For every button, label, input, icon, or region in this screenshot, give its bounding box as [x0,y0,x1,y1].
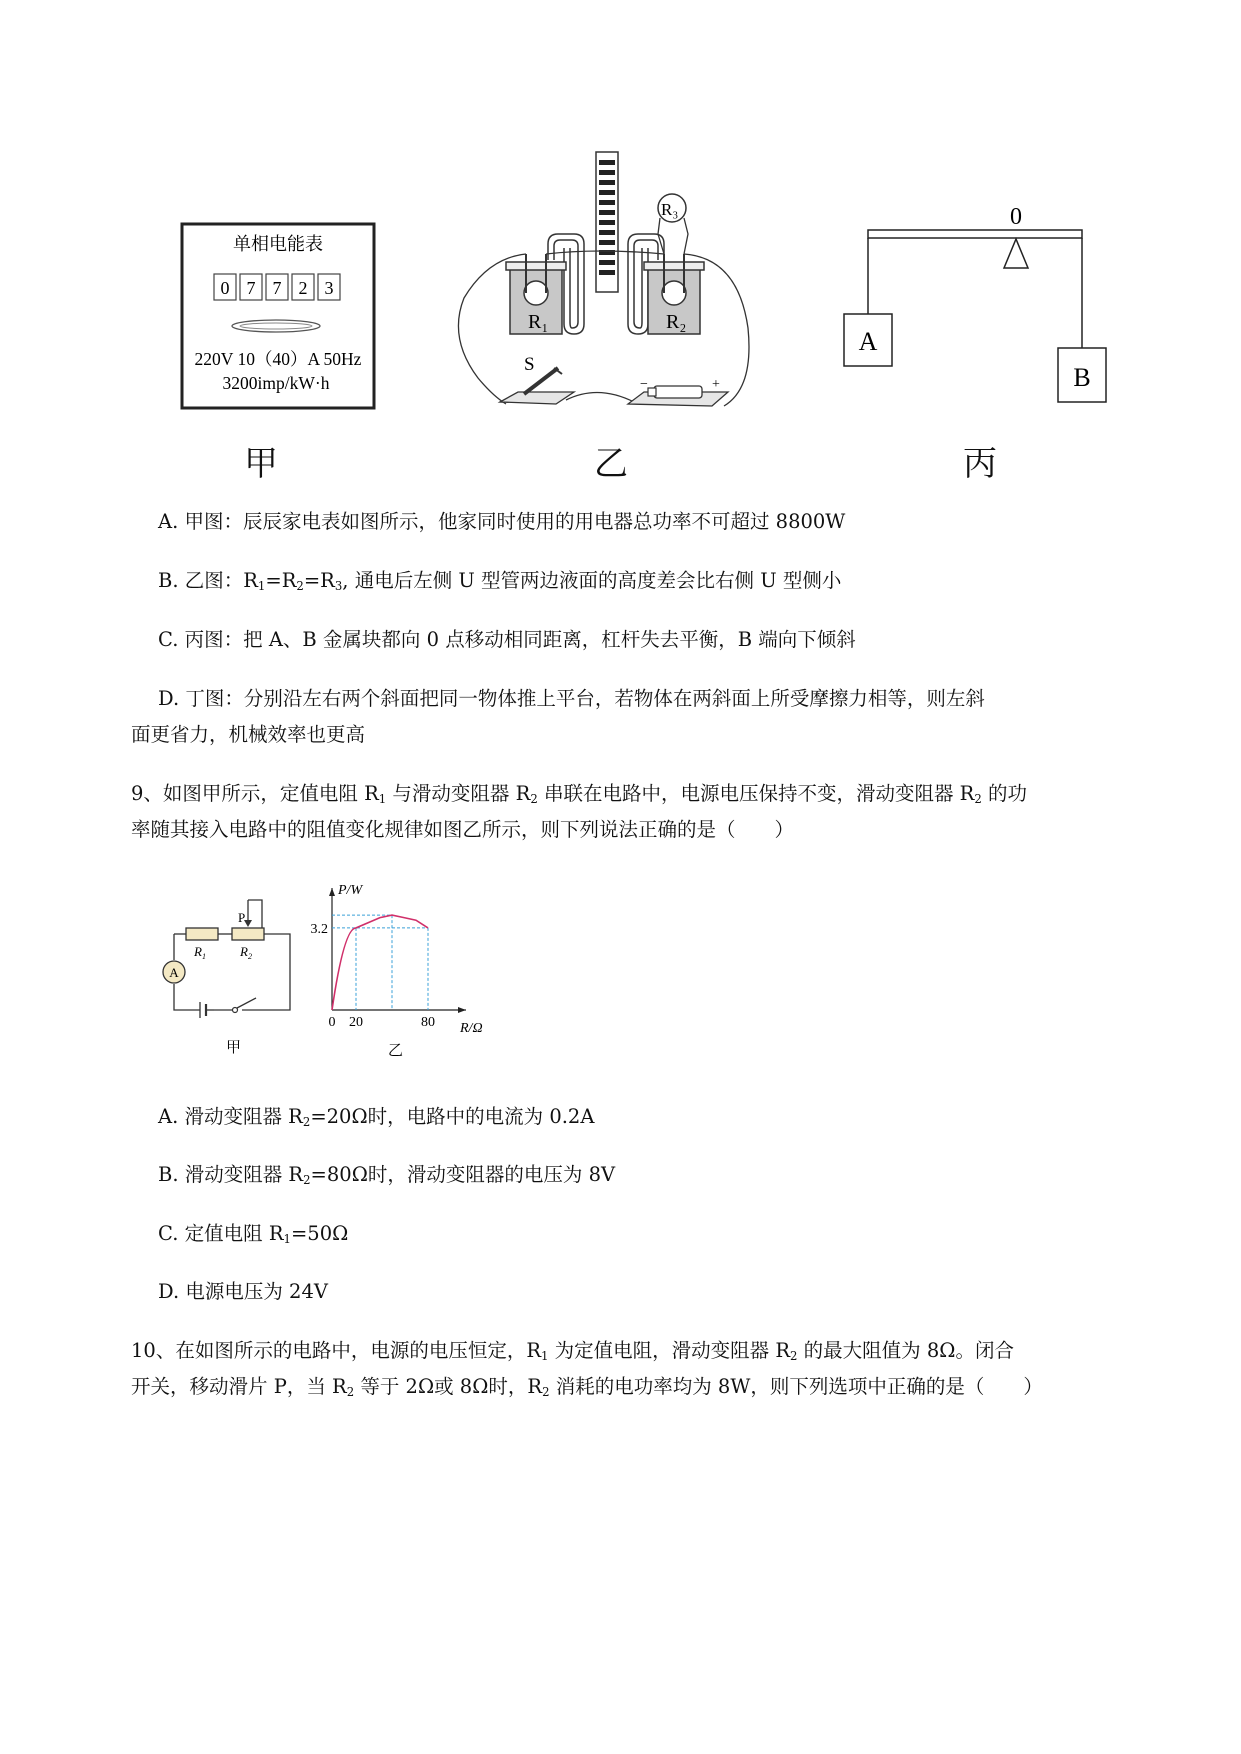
label-r3: R₃ [661,200,679,219]
r1-label: $R_1$ [194,944,206,961]
meter-spec-line1: 220V 10（40）A 50Hz [194,349,362,369]
y-tick-label: 3.2 [310,921,328,937]
q9-circuit-drawing [160,890,300,1060]
chart-series [332,915,428,1010]
r2-label: $R_2$ [240,944,252,961]
switch-symbol [233,1008,238,1013]
battery-minus: − [640,377,648,392]
label-s: S [524,354,535,375]
chart-guides [332,915,428,1010]
power-curve [332,915,428,1010]
q9-stem-line2: 率随其接入电路中的阻值变化规律如图乙所示，则下列说法正确的是（ ） [131,818,795,841]
q9-graph-figure [300,880,483,1062]
slider-p-label: P [238,910,246,925]
label-r2: R₂ [666,311,687,333]
x-tick-label: 0 [328,1015,336,1030]
container-r1 [506,254,566,334]
block-b-label: B [1073,363,1091,392]
x-axis-arrow [458,1007,466,1013]
meter-title: 单相电能表 [233,234,323,254]
label-r1: R₁ [528,311,549,333]
q10-stem-line1: 10、在如图所示的电路中，电源的电压恒定，$R_1$ 为定值电阻，滑动变阻器 $R_2$ 的最大阻值为 8Ω。闭合 [131,1339,1014,1363]
x-tick-label: 80 [421,1015,435,1030]
figure-jia-label: 甲 [244,444,278,484]
power-resistance-chart [300,880,483,1062]
q8-option-b: B. 乙图：$R_1=R_2=R_3$, 通电后左侧 U 型管两边液面的高度差会比右侧 U 型侧小 [158,569,842,593]
resistor-r1-symbol [186,928,218,940]
chart-axes [329,888,466,1013]
y-axis-arrow [329,888,335,896]
meter-digit: 7 [246,278,256,298]
lever-drawing [840,198,1110,406]
resistor-r3 [658,194,688,254]
q8-option-d-line2: 面更省力，机械效率也更高 [131,723,366,746]
joule-heat-apparatus-drawing [448,148,758,418]
meter-digit: 3 [324,278,334,298]
x-tick-label: 20 [349,1015,363,1030]
y-axis-label: P/W [338,883,363,898]
q9-circuit-label: 甲 [226,1040,242,1056]
q8-option-c: C. 丙图：把 A、B 金属块都向 0 点移动相同距离，杠杆失去平衡，B 端向下倾斜 [158,628,856,651]
figure-yi-label: 乙 [594,444,628,484]
ruler [596,152,618,292]
figure-yi [448,148,758,418]
meter-digit: 7 [272,278,282,298]
lever-bar [868,230,1082,238]
resistor-r2-symbol [232,928,264,940]
fulcrum [1004,239,1028,268]
q9-circuit-figure [160,890,300,1060]
q9-option-d: D. 电源电压为 24V [158,1280,328,1303]
chart-labels [311,883,483,1036]
figure-jia [180,222,376,410]
electric-meter-drawing [180,222,376,410]
ammeter-label: A [169,965,179,980]
switch-s [500,354,574,404]
battery-plus: + [712,377,720,392]
q9-option-a: A. 滑动变阻器 $R_2=20\Omega$时，电路中的电流为 0.2A [158,1105,595,1129]
meter-digit: 0 [220,278,230,298]
q9-option-b: B. 滑动变阻器 $R_2=80\Omega$时，滑动变阻器的电压为 8V [158,1163,616,1187]
q9-stem-line1: 9、如图甲所示，定值电阻 $R_1$ 与滑动变阻器 $R_2$ 串联在电路中，电源电压保持不变，滑动变阻器 $R_2$ 的功 [131,782,1027,806]
x-axis-label: R/Ω [460,1021,483,1036]
q8-option-d-line1: D. 丁图：分别沿左右两个斜面把同一物体推上平台，若物体在两斜面上所受摩擦力相等，则左斜 [158,687,985,710]
q10-stem-line2: 开关，移动滑片 P，当 $R_2$ 等于 2Ω或 8Ω时，$R_2$ 消耗的电功率均为 8W，则下列选项中正确的是（ ） [131,1375,1043,1399]
meter-spec-line2: 3200imp/kW·h [222,373,330,393]
figure-bing-label: 丙 [963,444,997,484]
q8-option-a: A. 甲图：辰辰家电表如图所示，他家同时使用的用电器总功率不可超过 8800W [158,510,846,533]
pivot-label: 0 [1010,204,1022,230]
battery [628,377,728,406]
container-r2 [644,254,704,334]
q9-graph-label: 乙 [388,1043,404,1059]
figure-bing [840,198,1110,406]
meter-digit: 2 [298,278,308,298]
block-a-label: A [858,327,878,356]
q9-option-c: C. 定值电阻 $R_1=50\Omega$ [158,1222,349,1246]
